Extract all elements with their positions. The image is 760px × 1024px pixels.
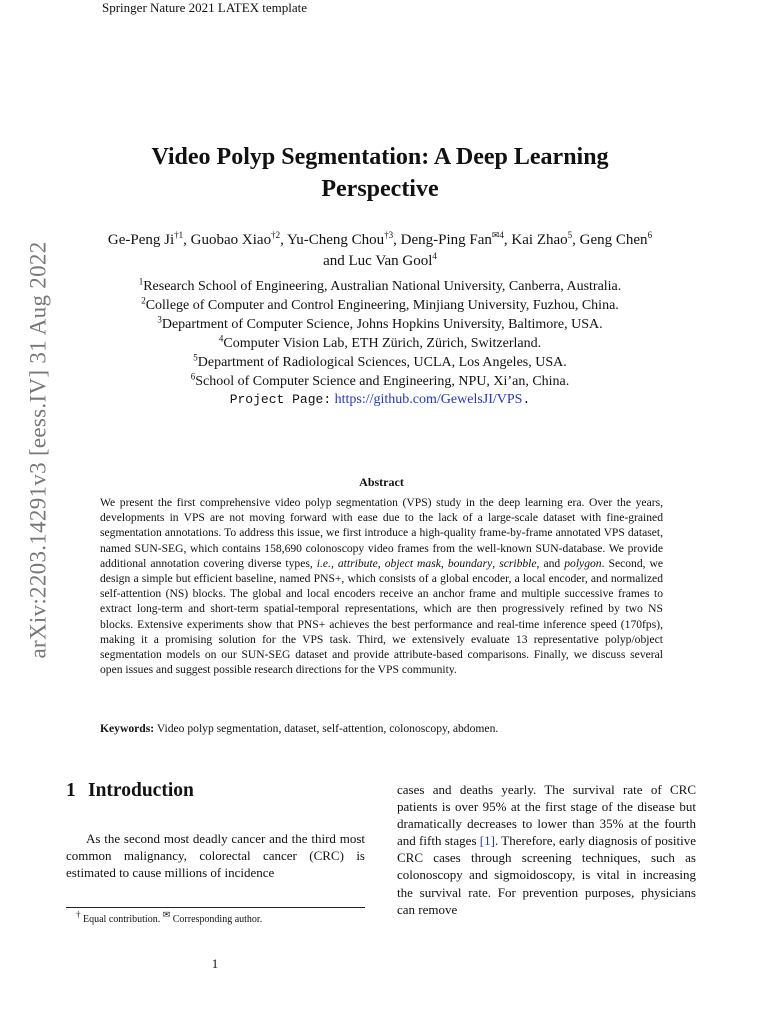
- author-name: Yu-Cheng Chou: [287, 232, 385, 248]
- affiliation-text: College of Computer and Control Engineering, Minjiang University, Fuzhou, China.: [145, 297, 619, 313]
- section-heading: [66, 779, 194, 803]
- abstract-emph: i.e.,: [316, 556, 334, 570]
- dagger-mark: †: [76, 909, 81, 920]
- author-name: Luc Van Gool: [348, 253, 433, 269]
- abstract-emph: polygon: [564, 556, 602, 570]
- affiliation-text: Department of Computer Science, Johns Hopkins University, Baltimore, USA.: [161, 316, 603, 332]
- footnote-divider: [66, 907, 365, 908]
- author-name: Deng-Ping Fan: [400, 232, 492, 248]
- abstract-emph: attribute: [337, 556, 378, 570]
- affiliation-text: Department of Radiological Sciences, UCLA, Los Angeles, USA.: [197, 354, 567, 370]
- arxiv-identifier: arXiv:2203.14291v3 [eess.IV] 31 Aug 2022: [25, 241, 51, 659]
- footnote-equal: Equal contribution.: [83, 914, 161, 925]
- abstract-text: We present the first comprehensive video polyp segmentation (VPS) study in the deep learning era. Over the years, developments in VPS are not moving forward with ease due to the lack of a large-scale dataset with fine-grained segmentation annotations. To address this issue, we first introduce a high-quality frame-by-frame annotated VPS dataset, named SUN-SEG, which contains 158,690 colonoscopy video frames from the well-known SUN-database. We provide additional annotation covering diverse types,: [100, 496, 663, 570]
- author-name: Kai Zhao: [511, 232, 568, 248]
- intro-paragraph: As the second most deadly cancer and the third most common malignancy, colorectal cancer (CRC) is estimated to cause millions of incidence: [66, 831, 365, 880]
- author-sup: 5: [567, 230, 573, 240]
- abstract-heading: Abstract: [359, 475, 404, 489]
- page-number: 1: [211, 956, 219, 971]
- affiliation-line: [70, 351, 690, 373]
- running-header: Springer Nature 2021 LATEX template: [102, 0, 308, 15]
- affiliation-line: [70, 297, 690, 316]
- keywords-label: Keywords:: [100, 722, 155, 735]
- project-page-line: Project Page: https://github.com/GewelsJI/VPS.: [229, 392, 531, 408]
- affiliation-line: [70, 278, 690, 297]
- affiliation-line: [70, 335, 690, 354]
- affiliation-sup: 4: [218, 333, 224, 344]
- affiliation-line: [70, 370, 690, 392]
- intro-text: cases and deaths yearly. The survival rate of CRC patients is over 95% at the first stage of the disease but dramatically decreases to lower than 35% at the fourth and fifth stages: [397, 782, 696, 849]
- abstract-body: We present the first comprehensive video polyp segmentation (VPS) study in the deep learning era. Over the years, developments in VPS are not moving forward with ease due to the lack of a large-scale dataset with fine-grained segmentation annotations. To address this issue, we first introduce a high-quality frame-by-frame annotated VPS dataset, named SUN-SEG, which contains 158,690 colonoscopy video frames from the well-known SUN-database. We provide additional annotation covering diverse types, i.e., attribute, object mask, boundary, scribble, and polygon. Second, we design a simple but efficient baseline, named PNS+, which consists of a global encoder, a local encoder, and normalized self-attention (NS) blocks. The global and local encoders receive an anchor frame and multiple successive frames to extract long-term and short-term spatial-temporal representations, which are then progressively refined by two NS blocks. Extensive experiments show that PNS+ achieves the best performance and real-time inference speed (170fps), making it a promising solution for the VPS task. Third, we extensively evaluate 13 representative polyp/object segmentation models on our SUN-SEG dataset and provide attribute-based comparisons. Finally, we discuss several open issues and suggest possible research directions for the VPS community.: [100, 496, 664, 677]
- abstract-text: . Second, we design a simple but efficient baseline, named PNS+, which consists of a global encoder, a local encoder, and normalized self-attention (NS) blocks. The global and local encoders receive an anchor frame and multiple successive frames to extract long-term and short-term spatial-temporal representations, which are then progressively refined by two NS blocks. Extensive experiments show that PNS+ achieves the best performance and real-time inference speed (170fps), making it a promising solution for the VPS task. Third, we extensively evaluate 13 representative polyp/object segmentation models on our SUN-SEG dataset and provide attribute-based comparisons. Finally, we discuss several open issues and suggest possible research directions for the VPS community.: [100, 556, 664, 677]
- affiliation-sup: 1: [138, 276, 144, 287]
- intro-right-column: [397, 781, 696, 918]
- intro-text: . Therefore, early diagnosis of positive CRC cases through screening techniques, such as colonoscopy and sigmoidoscopy, is vital in increasing the survival rate. For prevention purposes, physicians can remove: [397, 833, 697, 917]
- affiliation-sup: 6: [190, 370, 196, 381]
- envelope-icon: ✉: [162, 909, 171, 920]
- abstract-emph: scribble: [499, 556, 537, 570]
- paper-title: Video Polyp Segmentation: A Deep Learning Perspective: [151, 144, 609, 202]
- footnote: [76, 909, 263, 926]
- affiliation-text: Computer Vision Lab, ETH Zürich, Zürich, Switzerland.: [223, 335, 542, 351]
- project-page-label: Project Page:: [229, 392, 332, 408]
- affiliation-sup: 3: [157, 314, 162, 325]
- author-sup: 4: [432, 251, 437, 261]
- affiliation-text: School of Computer Science and Engineering, NPU, Xi’an, China.: [195, 373, 570, 389]
- author-sup: †1: [174, 230, 184, 240]
- affiliation-list: [70, 278, 690, 410]
- affiliation-sup: 2: [141, 295, 146, 306]
- section-title: Introduction: [88, 780, 194, 801]
- author-sup: 6: [647, 230, 653, 240]
- author-name: Ge-Peng Ji: [107, 232, 175, 248]
- affiliation-text: Research School of Engineering, Australian National University, Canberra, Australia.: [143, 279, 622, 294]
- footnote-corresponding: Corresponding author.: [172, 914, 263, 925]
- author-sup: ✉4: [491, 230, 504, 240]
- author-name: Geng Chen: [579, 232, 648, 248]
- author-list: Ge-Peng Ji$^{\dagger 1}$, Guobao Xiao$^{\dagger 2}$, Yu-Cheng Chou$^{\dagger 3}$, Deng-Ping Fan$^{✉4}$, Kai Zhao$^5$, Geng Chen$^6$ and Luc Van Gool$^4$: [107, 230, 653, 269]
- affiliation-line: [70, 316, 690, 335]
- keywords-text: Video polyp segmentation, dataset, self-attention, colonoscopy, abdomen.: [156, 722, 499, 735]
- keywords-line: [100, 721, 663, 736]
- abstract-emph: object mask: [384, 556, 441, 570]
- section-number: 1: [66, 780, 76, 801]
- affiliation-sup: 5: [193, 351, 198, 362]
- arxiv-sidebar-stamp: [16, 210, 60, 690]
- author-name: Guobao Xiao: [190, 232, 272, 248]
- abstract-text: and: [543, 556, 561, 570]
- intro-left-column: [66, 830, 365, 881]
- project-page-link[interactable]: https://github.com/GewelsJI/VPS: [334, 392, 523, 408]
- abstract-emph: boundary: [447, 556, 493, 570]
- author-sup: †3: [384, 230, 394, 240]
- author-sup: †2: [271, 230, 281, 240]
- citation-link[interactable]: [1]: [479, 833, 495, 849]
